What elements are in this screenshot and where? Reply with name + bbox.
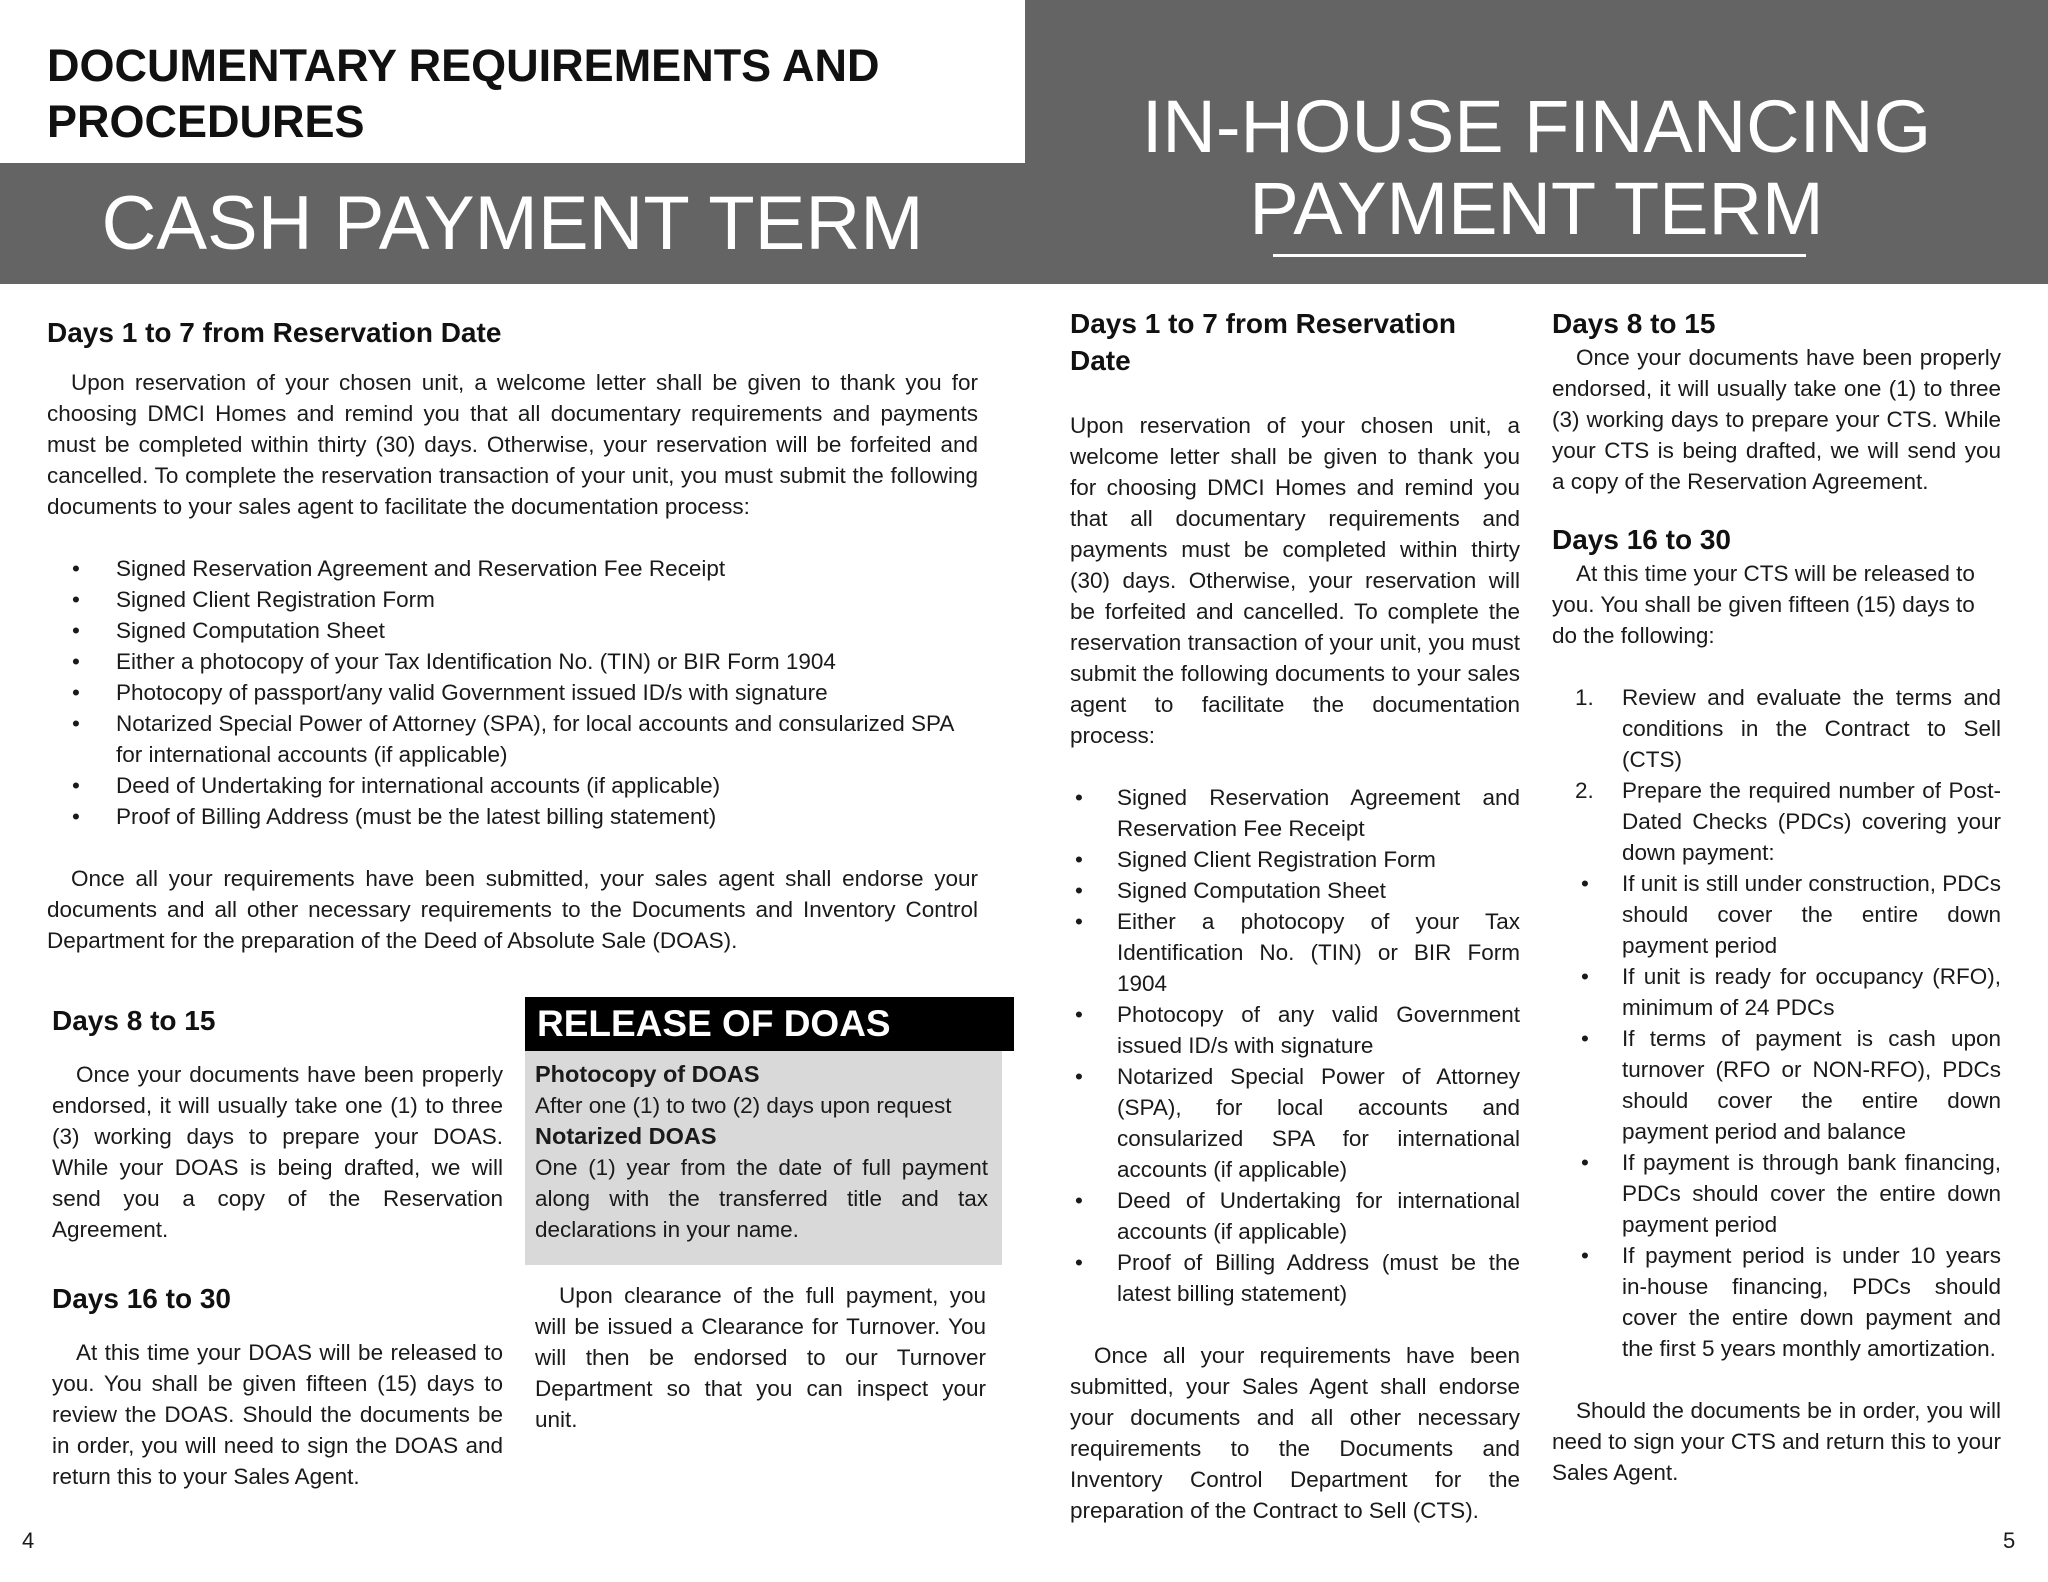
section-closing: Once all your requirements have been submitted, your sales agent shall endorse your documents and all other necessary requirements to the Documents and Inventory Control Department for the preparation of the Deed of Absolute Sale (DOAS). <box>47 866 978 953</box>
steps-list <box>1552 682 2001 868</box>
step-number: 1. <box>1575 685 1594 710</box>
section-intro: At this time your CTS will be released to you. You shall be given fifteen (15) days to do the following: <box>1552 561 1975 648</box>
section-heading: Days 8 to 15 <box>52 1005 216 1036</box>
cash-section-days-8-15 <box>52 1002 503 1245</box>
notarized-doas-title: Notarized DOAS <box>535 1123 717 1149</box>
section-text: Once your documents have been properly endorsed, it will usually take one (1) to three (3) working days to prepare your CTS. While your CTS is being drafted, we will send you a copy of the Reservation Agreement. <box>1552 345 2001 494</box>
list-item: • Signed Reservation Agreement and Reservation Fee Receipt <box>47 553 978 584</box>
section-heading: Days 16 to 30 <box>1552 524 1731 555</box>
section-heading: Days 1 to 7 from Reservation Date <box>1070 308 1456 376</box>
section-heading: Days 8 to 15 <box>1552 308 1716 339</box>
list-item: • If terms of payment is cash upon turnover (RFO or NON-RFO), PDCs should cover the entire down payment period and balance <box>1552 1023 2001 1147</box>
section-heading: Days 1 to 7 from Reservation Date <box>47 317 502 348</box>
page-number-left: 4 <box>22 1528 35 1553</box>
list-item <box>1552 775 2001 868</box>
list-item: • Proof of Billing Address (must be the latest billing statement) <box>1070 1247 1520 1309</box>
cash-requirements-list <box>47 553 978 832</box>
inhouse-payment-title <box>1025 86 2048 250</box>
notarized-doas-text: One (1) year from the date of full payment along with the transferred title and tax declarations in your name. <box>535 1155 988 1242</box>
list-item: • If unit is ready for occupancy (RFO), minimum of 24 PDCs <box>1552 961 2001 1023</box>
step-text: Review and evaluate the terms and conditions in the Contract to Sell (CTS) <box>1622 685 2001 772</box>
step-text: Prepare the required number of Post-Dated Checks (PDCs) covering your down payment: <box>1622 778 2001 865</box>
inhouse-requirements-list <box>1070 782 1520 1309</box>
section-heading: Days 16 to 30 <box>52 1283 231 1314</box>
release-of-doas-box <box>525 1051 1002 1265</box>
pdc-conditions-list <box>1552 868 2001 1364</box>
list-item: • Photocopy of any valid Government issued ID/s with signature <box>1070 999 1520 1061</box>
list-item: • Signed Client Registration Form <box>1070 844 1520 875</box>
list-item <box>1552 682 2001 775</box>
list-item: • Deed of Undertaking for international accounts (if applicable) <box>47 770 978 801</box>
section-text: Once your documents have been properly endorsed, it will usually take one (1) to three (3) working days to prepare your DOAS. While your DOAS is being drafted, we will send you a copy of the Reservation Agreement. <box>52 1062 503 1242</box>
list-item: • If unit is still under construction, PDCs should cover the entire down payment period <box>1552 868 2001 961</box>
list-item: • If payment period is under 10 years in-house financing, PDCs should cover the entire down payment and the first 5 years monthly amortization. <box>1552 1240 2001 1364</box>
list-item: • Either a photocopy of your Tax Identification No. (TIN) or BIR Form 1904 <box>1070 906 1520 999</box>
title-underline <box>1273 254 1806 257</box>
clearance-text: Upon clearance of the full payment, you will be issued a Clearance for Turnover. You will then be endorsed to our Turnover Department so that you can inspect your unit. <box>535 1283 986 1432</box>
list-item: • Signed Computation Sheet <box>47 615 978 646</box>
cash-payment-title: CASH PAYMENT TERM <box>101 181 924 266</box>
list-item: • Notarized Special Power of Attorney (SPA), for local accounts and consularized SPA for international accounts (if applicable) <box>1070 1061 1520 1185</box>
photocopy-doas-title: Photocopy of DOAS <box>535 1061 760 1087</box>
cash-section-days-16-30 <box>52 1280 503 1492</box>
inhouse-title-line1: IN-HOUSE FINANCING <box>1141 85 1932 168</box>
list-item: • Signed Client Registration Form <box>47 584 978 615</box>
cash-section-days-1-7 <box>47 314 978 956</box>
section-intro: Upon reservation of your chosen unit, a welcome letter shall be given to thank you for choosing DMCI Homes and remind you that all documentary requirements and payments must be completed within thirty (30) days. Otherwise, your reservation will be forfeited and cancelled. To complete the reservation transaction of your unit, you must submit the following documents to your sales agent to facilitate the documentation process: <box>1070 413 1520 748</box>
list-item: • Notarized Special Power of Attorney (SPA), for local accounts and consularized SPA for international accounts (if applicable) <box>47 708 978 770</box>
list-item: • Signed Reservation Agreement and Reservation Fee Receipt <box>1070 782 1520 844</box>
section-intro: Upon reservation of your chosen unit, a welcome letter shall be given to thank you for choosing DMCI Homes and remind you that all documentary requirements and payments must be completed within thirty (30) days. Otherwise, your reservation will be forfeited and cancelled. To complete the reservation transaction of your unit, you must submit the following documents to your sales agent to facilitate the documentation process: <box>47 370 978 519</box>
inhouse-section-days-16-30 <box>1552 521 2001 1488</box>
inhouse-title-line2: PAYMENT TERM <box>1249 167 1824 250</box>
inhouse-column-2 <box>1552 305 2001 1488</box>
list-item: • Photocopy of passport/any valid Government issued ID/s with signature <box>47 677 978 708</box>
list-item: • Deed of Undertaking for international accounts (if applicable) <box>1070 1185 1520 1247</box>
inhouse-section-days-1-7 <box>1070 305 1520 1526</box>
photocopy-doas-text: After one (1) to two (2) days upon request <box>535 1093 952 1118</box>
list-item: • Either a photocopy of your Tax Identification No. (TIN) or BIR Form 1904 <box>47 646 978 677</box>
section-closing: Should the documents be in order, you will need to sign your CTS and return this to your Sales Agent. <box>1552 1398 2001 1485</box>
page-number-right: 5 <box>2003 1528 2016 1553</box>
inhouse-section-days-8-15 <box>1552 305 2001 497</box>
list-item: • If payment is through bank financing, PDCs should cover the entire down payment period <box>1552 1147 2001 1240</box>
section-text: At this time your DOAS will be released to you. You shall be given fifteen (15) days to review the DOAS. Should the documents be in order, you will need to sign the DOAS and return this to your Sales Agent. <box>52 1340 503 1489</box>
section-closing: Once all your requirements have been submitted, your Sales Agent shall endorse your documents and all other necessary requirements to the Documents and Inventory Control Department for the preparation of the Contract to Sell (CTS). <box>1070 1343 1520 1523</box>
list-item: • Proof of Billing Address (must be the latest billing statement) <box>47 801 978 832</box>
release-of-doas-heading: RELEASE OF DOAS <box>525 997 1014 1051</box>
list-item: • Signed Computation Sheet <box>1070 875 1520 906</box>
page-heading: DOCUMENTARY REQUIREMENTS AND PROCEDURES <box>47 40 880 147</box>
step-number: 2. <box>1575 778 1594 803</box>
